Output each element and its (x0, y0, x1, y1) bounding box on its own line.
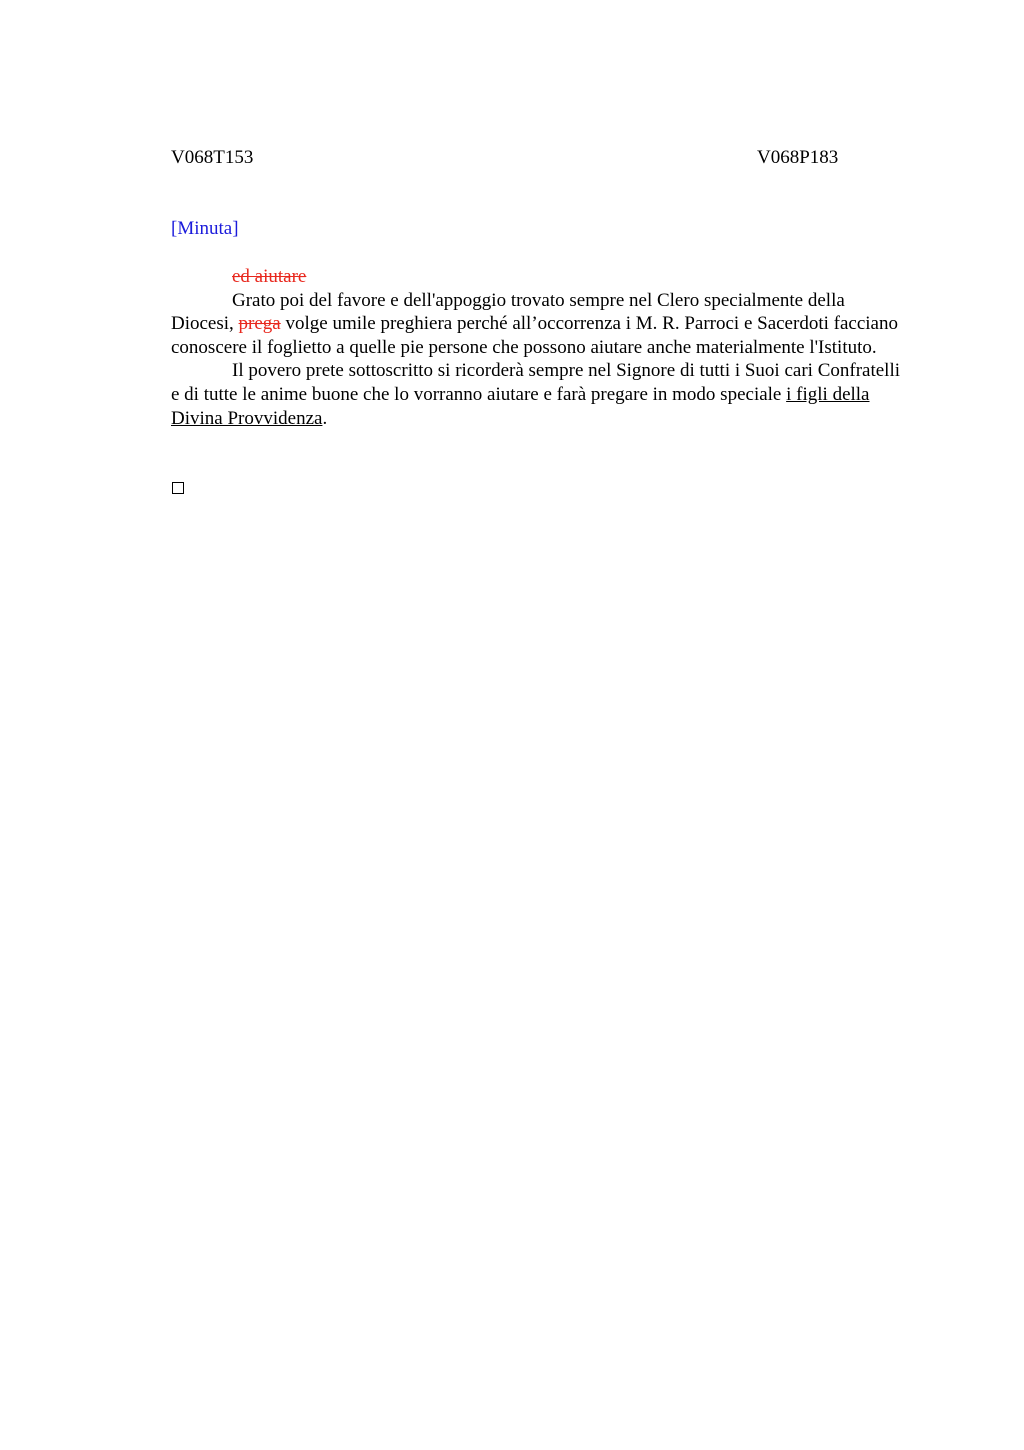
paragraph-text: Il povero prete sottoscritto si ricorderà sempre nel Signore di tutti i Suoi cari Confratelli e di tutte le anime buone che lo vorranno aiutare e farà pregare in modo speciale (171, 360, 900, 405)
underlined-text: i figli della Divina Provvidenza (171, 383, 870, 429)
paragraph-grato (171, 289, 911, 360)
paragraph-povero-prete (171, 359, 911, 430)
document-code-left: V068T153 (171, 147, 254, 168)
minuta-heading: [Minuta] (171, 218, 239, 239)
letter-body (171, 265, 911, 430)
document-code-right: V068P183 (757, 147, 839, 168)
paragraph-text: . (322, 407, 328, 429)
empty-square-icon (172, 482, 184, 494)
paragraph-text: Grato poi del favore e dell'appoggio trovato sempre nel Clero specialmente della Diocesi, (171, 289, 845, 335)
deleted-text: prega (238, 313, 281, 335)
paragraph-text: volge umile preghiera perché all’occorrenza i M. R. Parroci e Sacerdoti facciano conoscere il foglietto a quelle pie persone che possono aiutare anche materialmente l'Istituto. (171, 313, 898, 358)
deleted-text: ed aiutare (232, 266, 307, 287)
paragraph-deleted-line (171, 265, 911, 289)
